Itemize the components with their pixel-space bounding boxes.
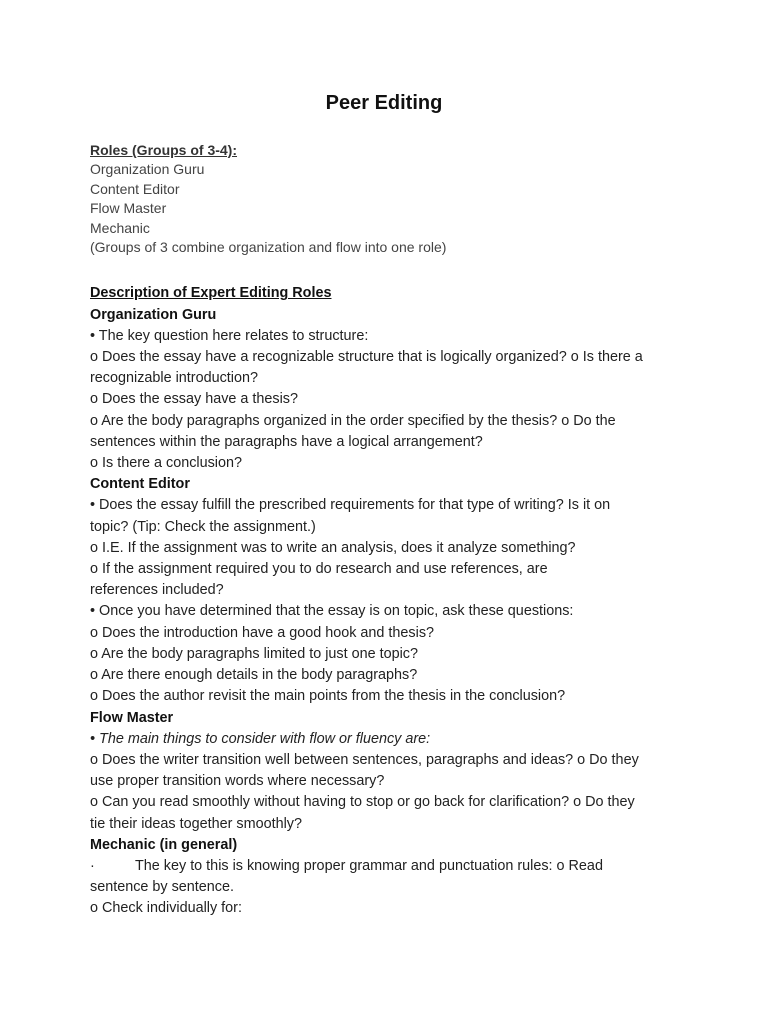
text-line: use proper transition words where necessary? xyxy=(90,773,385,790)
text-line: • The main things to consider with flow or fluency are: xyxy=(90,730,431,747)
text-line: sentences within the paragraphs have a logical arrangement? xyxy=(90,433,483,450)
mechanic-heading: Mechanic (in general) xyxy=(90,836,238,853)
role-item: Content Editor xyxy=(90,180,180,197)
text-line xyxy=(90,856,690,877)
text-line: o If the assignment required you to do research and use references, are xyxy=(90,561,548,578)
text-line: o Does the introduction have a good hook and thesis? xyxy=(90,624,435,641)
text-line: o Does the essay have a thesis? xyxy=(90,391,298,408)
role-item: Flow Master xyxy=(90,200,167,217)
page-title: Peer Editing xyxy=(325,92,443,114)
text-line: topic? (Tip: Check the assignment.) xyxy=(90,518,316,535)
text-line: • Does the essay fulfill the prescribed requirements for that type of writing? Is it on xyxy=(90,497,611,514)
bullet-dot: · xyxy=(90,857,95,874)
text-line: o Does the essay have a recognizable structure that is logically organized? o Is there a xyxy=(90,349,643,366)
text-line: • The key question here relates to structure: xyxy=(90,327,369,344)
text-line: o I.E. If the assignment was to write an analysis, does it analyze something? xyxy=(90,539,576,556)
text-line: o Does the writer transition well between sentences, paragraphs and ideas? o Do they xyxy=(90,751,639,768)
description-heading: Description of Expert Editing Roles xyxy=(90,285,332,302)
roles-heading: Roles (Groups of 3-4): xyxy=(90,142,238,158)
text-line: recognizable introduction? xyxy=(90,370,259,387)
text-line: o Does the author revisit the main points from the thesis in the conclusion? xyxy=(90,688,566,705)
document-body xyxy=(90,141,690,920)
text-line: o Are there enough details in the body paragraphs? xyxy=(90,667,418,684)
text-line: o Can you read smoothly without having to stop or go back for clarification? o Do they xyxy=(90,794,635,811)
flow-master-heading: Flow Master xyxy=(90,709,174,726)
text-line: tie their ideas together smoothly? xyxy=(90,815,302,832)
roles-section xyxy=(90,141,690,257)
text-line: sentence by sentence. xyxy=(90,879,235,896)
text-line: o Check individually for: xyxy=(90,900,242,917)
mechanic-first-line: The key to this is knowing proper grammar and punctuation rules: o Read xyxy=(135,857,603,874)
role-item: Organization Guru xyxy=(90,161,205,178)
text-line: o Is there a conclusion? xyxy=(90,455,242,472)
text-line: references included? xyxy=(90,582,224,599)
text-line: o Are the body paragraphs organized in the order specified by the thesis? o Do the xyxy=(90,412,616,429)
text-line: • Once you have determined that the essay is on topic, ask these questions: xyxy=(90,603,574,620)
roles-note: (Groups of 3 combine organization and flow into one role) xyxy=(90,239,447,256)
role-item: Mechanic xyxy=(90,219,150,236)
text-line: o Are the body paragraphs limited to just one topic? xyxy=(90,645,418,662)
content-editor-heading: Content Editor xyxy=(90,476,190,493)
organization-guru-heading: Organization Guru xyxy=(90,306,217,323)
description-section xyxy=(90,283,690,919)
